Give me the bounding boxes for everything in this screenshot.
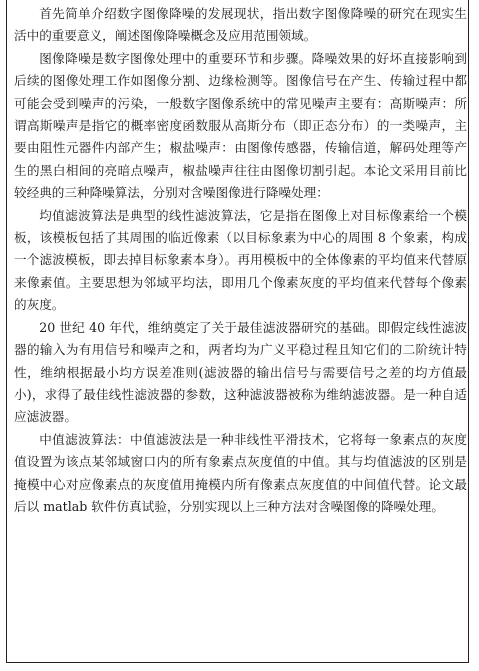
paragraph-median-filter: 中值滤波算法：中值滤波法是一种非线性平滑技术，它将每一象素点的灰度值设置为该点某邻域窗口内的所有象素点灰度值的中值。其与均值滤波的区别是掩模中心对应像素点的灰度值用掩模内所有像素点灰度值的中间值代替。论文最后以 matlab 软件仿真试验，分别实现以上三种方法对含噪图像的降噪处理。 [14, 431, 467, 514]
paragraph-intro: 首先简单介绍数字图像降噪的发展现状，指出数字图像降噪的研究在现实生活中的重要意义，阐述图像降噪概念及应用范围领域。 [14, 6, 467, 44]
paragraph-wiener-filter: 20 世纪 40 年代，维纳奠定了关于最佳滤波器研究的基础。即假定线性滤波器的输入为有用信号和噪声之和，两者均为广义平稳过程且知它们的二阶统计特性，维纳根据最小均方误差准则(滤波器的输出信号与需要信号之差的均方值最小)，求得了最佳线性滤波器的参数，这种滤波器被称为维纳滤波器。是一种自适应滤波器。 [14, 319, 467, 425]
paragraph-noise-types: 图像降噪是数字图像处理中的重要环节和步骤。降噪效果的好坏直接影响到后续的图像处理工作如图像分割、边缘检测等。图像信号在产生、传输过程中都可能会受到噪声的污染，一般数字图像系统中的常见噪声主要有：高斯噪声：所谓高斯噪声是指它的概率密度函数服从高斯分布（即正态分布）的一类噪声，主要由阻性元器件内部产生；椒盐噪声：由图像传感器，传输信道，解码处理等产生的黑白相间的亮暗点噪声，椒盐噪声往往由图像切割引起。本论文采用目前比较经典的三种降噪算法，分别对含噪图像进行降噪处理： [14, 50, 467, 201]
paragraph-mean-filter: 均值滤波算法是典型的线性滤波算法，它是指在图像上对目标像素给一个模板，该模板包括了其周围的临近像素（以目标象素为中心的周围 8 个象素，构成一个滤波模板，即去掉目标象素本身）。再用模板中的全体像素的平均值来代替原来像素值。主要思想为邻域平均法，即用几个像素灰度的平均值来代替每个像素的灰度。 [14, 207, 467, 313]
document-body [14, 3, 467, 518]
